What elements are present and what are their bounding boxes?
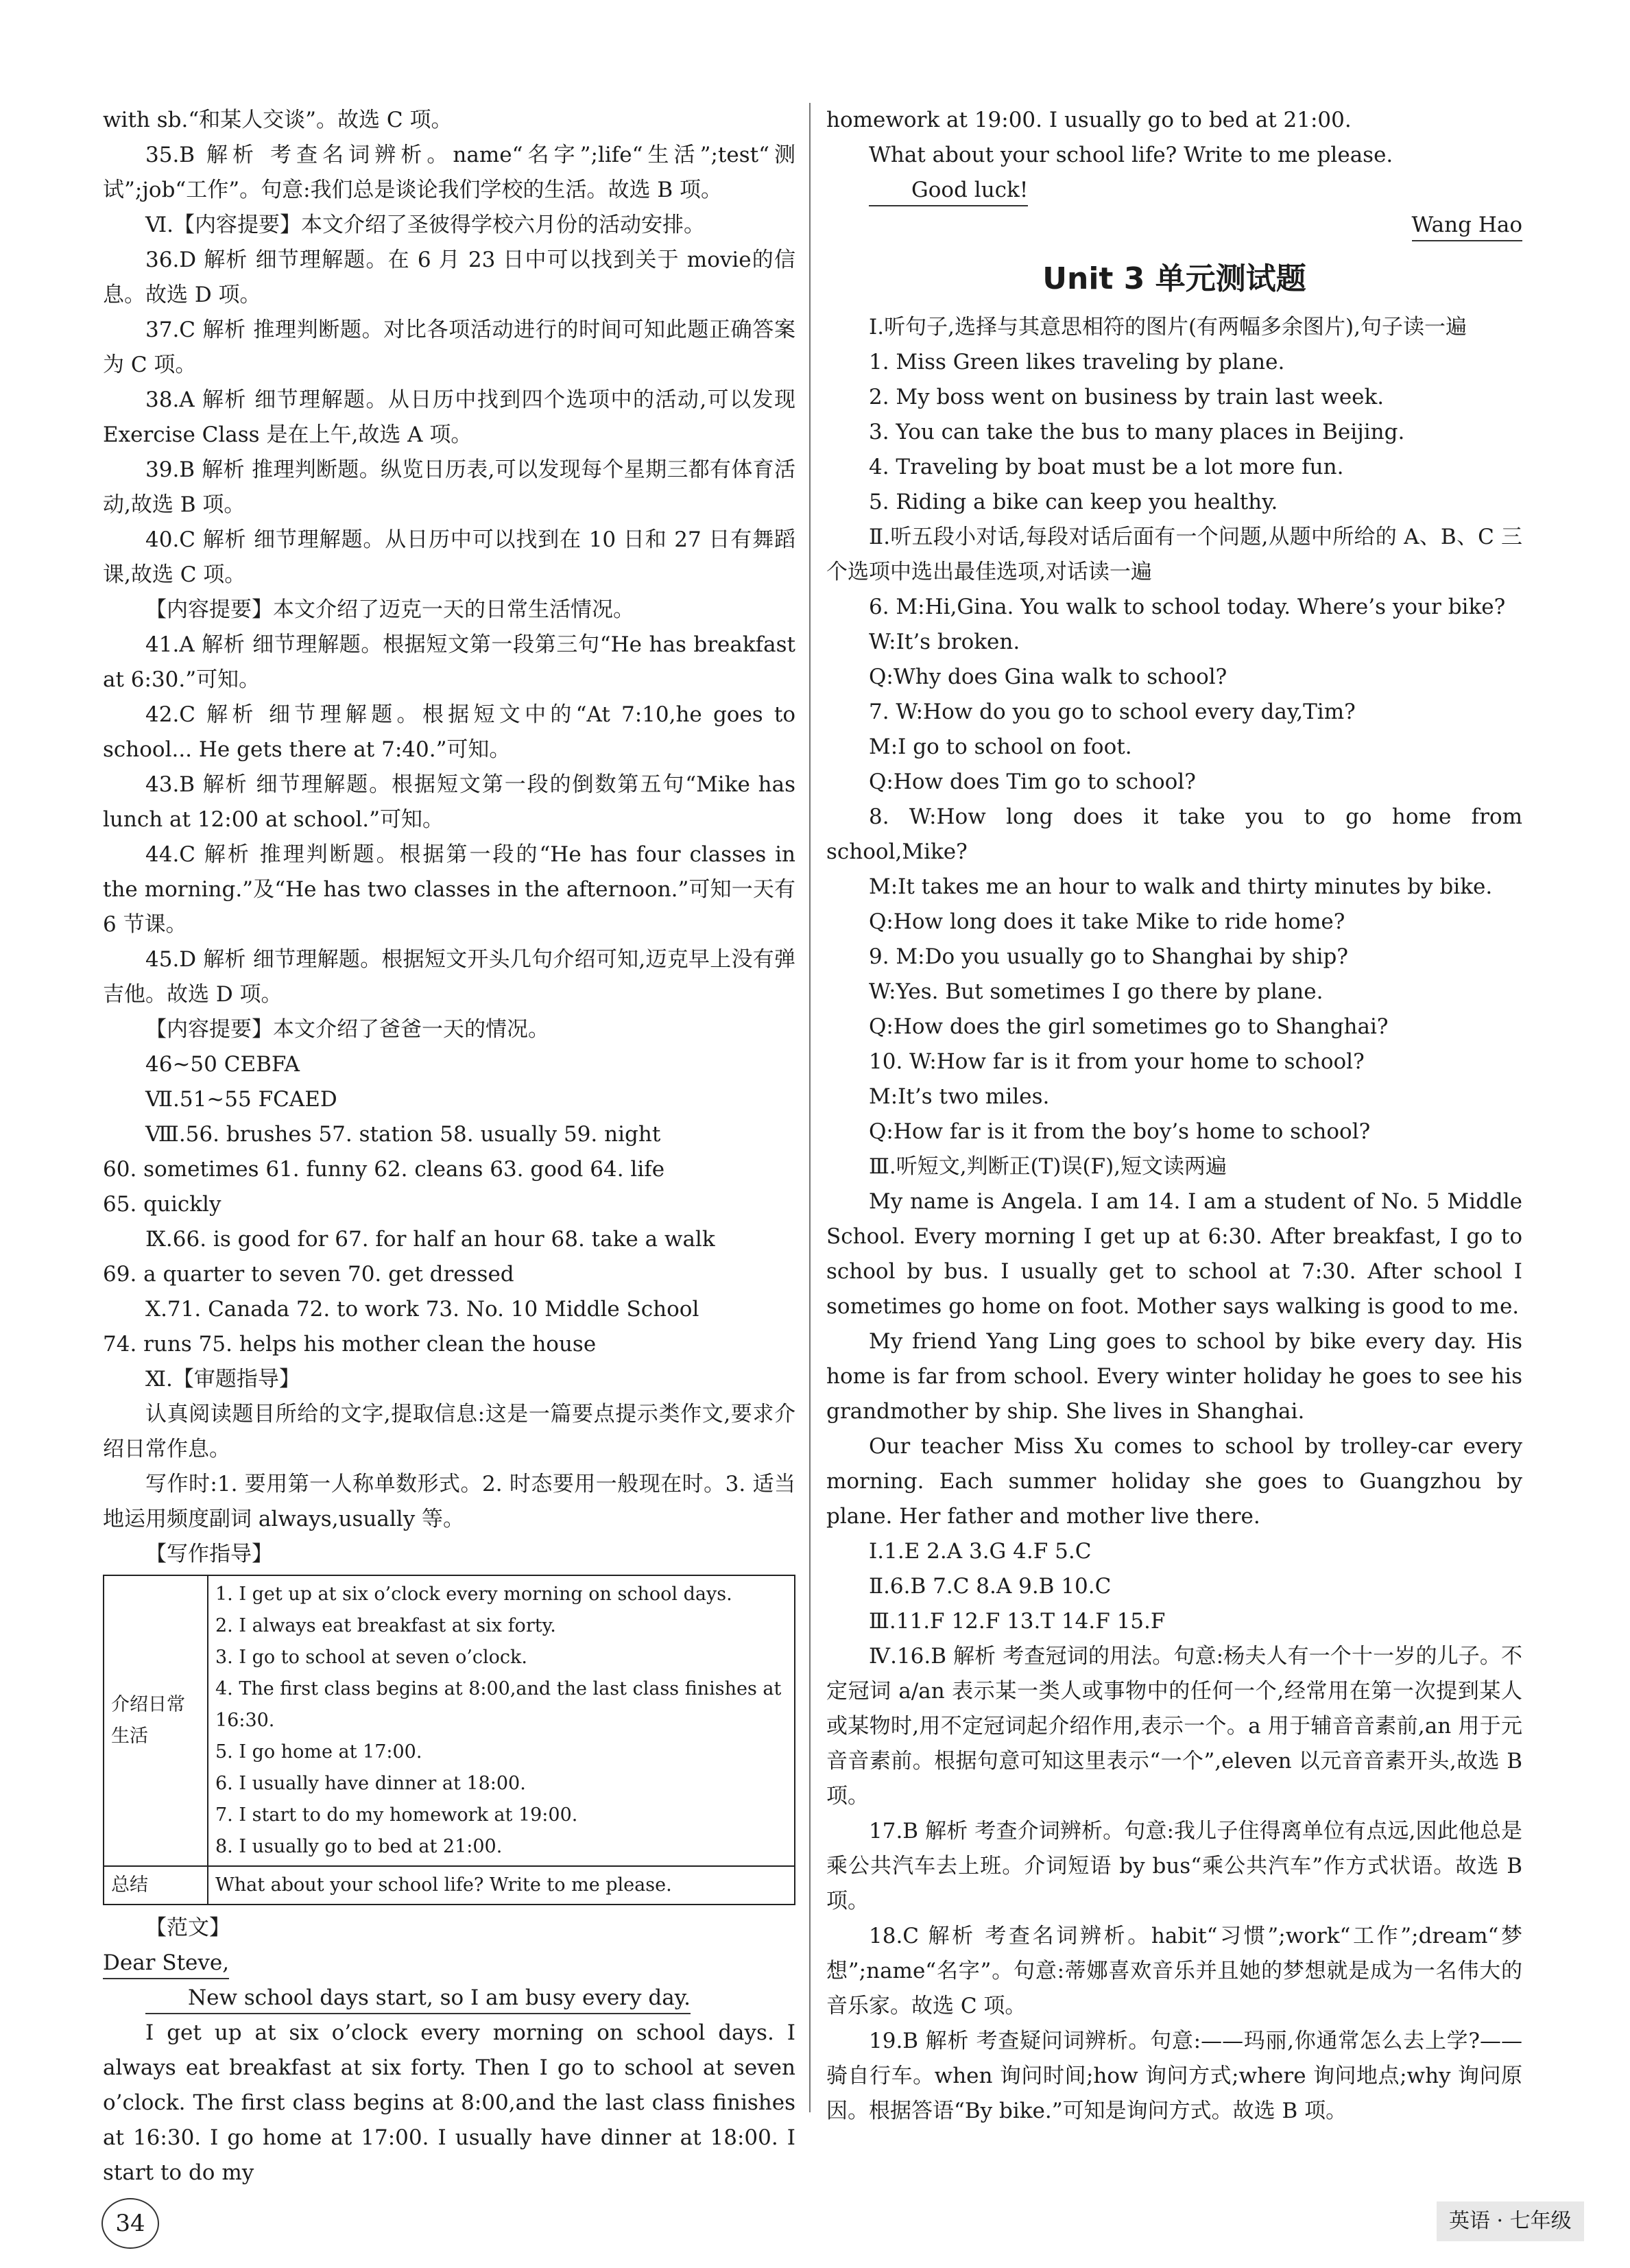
answer-18: 18.C 解析 考查名词辨析。habit“习惯”;work“工作”;dream“梦想”;name“名字”。句意:蒂娜喜欢音乐并且她的梦想就是成为一名伟大的音乐家。故选 C 项。 [826, 1924, 1522, 2018]
essay-question: What about your school life? Write to me please. [869, 143, 1393, 167]
guide-text: 认真阅读题目所给的文字,提取信息:这是一篇要点提示类作文,要求介绍日常作息。 [103, 1402, 795, 1461]
table-label: 介绍日常生活 [104, 1575, 208, 1866]
answer-35: 35.B 解析 考查名词辨析。name“名字”;life“生活”;test“测试”;job“工作”。句意:我们总是谈论我们学校的生活。故选 B 项。 [103, 143, 795, 202]
listening-item: 5. Riding a bike can keep you healthy. [869, 490, 1278, 514]
section-heading: Ⅰ.听句子,选择与其意思相符的图片(有两幅多余图片),句子读一遍 [869, 315, 1467, 339]
table-row [104, 1866, 795, 1905]
answer-66-68: Ⅸ.66. is good for 67. for half an hour 68. take a walk [145, 1227, 715, 1252]
essay-greeting [103, 1946, 795, 1981]
answer-key: Ⅰ.1.E 2.A 3.G 4.F 5.C [869, 1539, 1092, 1564]
answer-41: 41.A 解析 细节理解题。根据短文第一段第三句“He has breakfast at 6:30.”可知。 [103, 632, 795, 692]
guide-item: 1. I get up at six o’clock every morning on school days. [215, 1584, 732, 1605]
answer-46-50: 46~50 CEBFA [145, 1052, 300, 1077]
table-row [104, 1575, 795, 1866]
answer-key: Ⅲ.11.F 12.F 13.T 14.F 15.F [869, 1609, 1166, 1634]
dialogue-line: 9. M:Do you usually go to Shanghai by ship? [869, 944, 1349, 969]
answer-37: 37.C 解析 推理判断题。对比各项活动进行的时间可知此题正确答案为 C 项。 [103, 318, 795, 377]
essay-signature [826, 208, 1522, 243]
page-number: 34 [101, 2198, 159, 2249]
answer-42: 42.C 解析 细节理解题。根据短文中的“At 7:10,he goes to school... He gets there at 7:40.”可知。 [103, 702, 795, 762]
dialogue-line: Q:How does the girl sometimes go to Shanghai? [869, 1014, 1389, 1039]
essay-closing-text: Good luck! [869, 175, 1028, 206]
guide-item: 8. I usually go to bed at 21:00. [215, 1836, 503, 1857]
guide-item: 2. I always eat breakfast at six forty. [215, 1615, 556, 1636]
dialogue-line: 8. W:How long does it take you to go home from school,Mike? [826, 804, 1522, 864]
answer-44: 44.C 解析 推理判断题。根据第一段的“He has four classes in the morning.”及“He has two classes in the afternoon.”可知一天有 6 节课。 [103, 842, 795, 937]
answer-65: 65. quickly [103, 1192, 221, 1217]
dialogue-line: Q:Why does Gina walk to school? [869, 665, 1227, 689]
column-divider [809, 103, 811, 2112]
answer-key: Ⅱ.6.B 7.C 8.A 9.B 10.C [869, 1574, 1112, 1599]
guide-item: 7. I start to do my homework at 19:00. [215, 1804, 578, 1826]
right-column [826, 103, 1522, 2129]
passage-paragraph: My friend Yang Ling goes to school by bike every day. His home is far from school. Every winter holiday he goes to see his grandmother by ship. She lives in Shanghai. [826, 1329, 1522, 1424]
section-summary: 【内容提要】本文介绍了爸爸一天的情况。 [145, 1017, 549, 1042]
essay-greeting-text: Dear Steve, [103, 1948, 229, 1979]
section-heading: Ⅱ.听五段小对话,每段对话后面有一个问题,从题中所给的 A、B、C 三个选项中选出最佳选项,对话读一遍 [826, 525, 1522, 584]
essay-first-line-text: New school days start, so I am busy every day. [145, 1983, 691, 2014]
unit-title: Unit 3 单元测试题 [1042, 261, 1306, 296]
dialogue-line: W:It’s broken. [869, 630, 1020, 654]
guide-item: 5. I go home at 17:00. [215, 1741, 422, 1763]
essay-closing [826, 173, 1522, 208]
dialogue-line: M:It’s two miles. [869, 1084, 1050, 1109]
dialogue-line: W:Yes. But sometimes I go there by plane. [869, 979, 1323, 1004]
table-label: 总结 [104, 1866, 208, 1905]
answer-56-59: Ⅷ.56. brushes 57. station 58. usually 59. night [145, 1122, 661, 1147]
essay-first-line [103, 1981, 795, 2016]
answer-19: 19.B 解析 考查疑问词辨析。句意:——玛丽,你通常怎么去上学?——骑自行车。when 询问时间;how 询问方式;where 询问地点;why 询问原因。根据答语“By bike.”可知是询问方式。故选 B 项。 [826, 2029, 1522, 2123]
dialogue-line: Q:How far is it from the boy’s home to school? [869, 1119, 1371, 1144]
listening-item: 2. My boss went on business by train last week. [869, 385, 1385, 409]
writing-guide-table [103, 1575, 795, 1905]
listening-item: 4. Traveling by boat must be a lot more fun. [869, 455, 1344, 479]
listening-item: 1. Miss Green likes traveling by plane. [869, 350, 1285, 374]
essay-body: I get up at six o’clock every morning on school days. I always eat breakfast at six forty. Then I go to school at seven o’clock. The first class begins at 8:00,and the last class finishes at 16:30. I go home at 17:00. I usually have dinner at 18:00. I start to do my [103, 2020, 795, 2185]
answer-51-55: Ⅶ.51~55 FCAED [145, 1087, 337, 1112]
essay-signature-text: Wang Hao [1412, 210, 1523, 241]
answer-43: 43.B 解析 细节理解题。根据短文第一段的倒数第五句“Mike has lunch at 12:00 at school.”可知。 [103, 772, 795, 832]
answer-40: 40.C 解析 细节理解题。从日历中可以找到在 10 日和 27 日有舞蹈课,故选 C 项。 [103, 527, 795, 587]
passage-paragraph: Our teacher Miss Xu comes to school by trolley-car every morning. Each summer holiday she goes to Guangzhou by plane. Her father and mother live there. [826, 1434, 1522, 1529]
dialogue-line: Q:How long does it take Mike to ride home? [869, 909, 1345, 934]
answer-38: 38.A 解析 细节理解题。从日历中找到四个选项中的活动,可以发现 Exercise Class 是在上午,故选 A 项。 [103, 387, 795, 447]
dialogue-line: 6. M:Hi,Gina. You walk to school today. Where’s your bike? [869, 595, 1506, 619]
left-column [103, 103, 795, 2191]
essay-continuation: homework at 19:00. I usually go to bed at 21:00. [826, 108, 1352, 132]
dialogue-line: Q:How does Tim go to school? [869, 769, 1196, 794]
guide-text: 写作时:1. 要用第一人称单数形式。2. 时态要用一般现在时。3. 适当地运用频度副词 always,usually 等。 [103, 1472, 795, 1531]
table-cell: What about your school life? Write to me please. [208, 1866, 795, 1905]
dialogue-line: 10. W:How far is it from your home to school? [869, 1049, 1365, 1074]
guide-item: 4. The first class begins at 8:00,and the last class finishes at 16:30. [215, 1678, 782, 1731]
dialogue-line: M:It takes me an hour to walk and thirty minutes by bike. [869, 874, 1493, 899]
answer-39: 39.B 解析 推理判断题。纵览日历表,可以发现每个星期三都有体育活动,故选 B 项。 [103, 457, 795, 517]
listening-item: 3. You can take the bus to many places in Beijing. [869, 420, 1405, 444]
answer-71-73: Ⅹ.71. Canada 72. to work 73. No. 10 Middle School [145, 1297, 699, 1322]
answer-36: 36.D 解析 细节理解题。在 6 月 23 日中可以找到关于 movie的信息。故选 D 项。 [103, 248, 795, 307]
subject-tag: 英语 · 七年级 [1437, 2201, 1584, 2241]
answer-69-70: 69. a quarter to seven 70. get dressed [103, 1262, 514, 1287]
guide-item: 3. I go to school at seven o’clock. [215, 1647, 527, 1668]
section-summary: 【内容提要】本文介绍了迈克一天的日常生活情况。 [145, 597, 634, 622]
section-heading: 【写作指导】 [145, 1542, 273, 1566]
section-heading: 【范文】 [145, 1915, 230, 1940]
passage-paragraph: My name is Angela. I am 14. I am a student of No. 5 Middle School. Every morning I get up at 6:30. After breakfast, I go to school by bus. I usually get to school at 7:30. After school I sometimes go home on foot. Mother says walking is good to me. [826, 1189, 1522, 1319]
answer-45: 45.D 解析 细节理解题。根据短文开头几句介绍可知,迈克早上没有弹吉他。故选 D 项。 [103, 947, 795, 1007]
section-summary: Ⅵ.【内容提要】本文介绍了圣彼得学校六月份的活动安排。 [145, 213, 706, 237]
guide-item: 6. I usually have dinner at 18:00. [215, 1773, 526, 1794]
answer-16: Ⅳ.16.B 解析 考查冠词的用法。句意:杨夫人有一个十一岁的儿子。不定冠词 a/an 表示某一类人或事物中的任何一个,经常用在第一次提到某人或某物时,用不定冠词起介绍作用,表示一个。a 用于辅音音素前,an 用于元音音素前。根据句意可知这里表示“一个”,eleven 以元音音素开头,故选 B 项。 [826, 1644, 1522, 1809]
section-heading: Ⅲ.听短文,判断正(T)误(F),短文读两遍 [869, 1154, 1227, 1179]
left-line: with sb.“和某人交谈”。故选 C 项。 [103, 108, 453, 132]
table-cell [208, 1575, 795, 1866]
answer-60-64: 60. sometimes 61. funny 62. cleans 63. good 64. life [103, 1157, 665, 1182]
section-heading: Ⅺ.【审题指导】 [145, 1367, 300, 1392]
answer-74-75: 74. runs 75. helps his mother clean the house [103, 1332, 597, 1357]
dialogue-line: M:I go to school on foot. [869, 735, 1132, 759]
dialogue-line: 7. W:How do you go to school every day,Tim? [869, 700, 1356, 724]
answer-17: 17.B 解析 考查介词辨析。句意:我儿子住得离单位有点远,因此他总是乘公共汽车去上班。介词短语 by bus“乘公共汽车”作方式状语。故选 B 项。 [826, 1819, 1522, 1913]
